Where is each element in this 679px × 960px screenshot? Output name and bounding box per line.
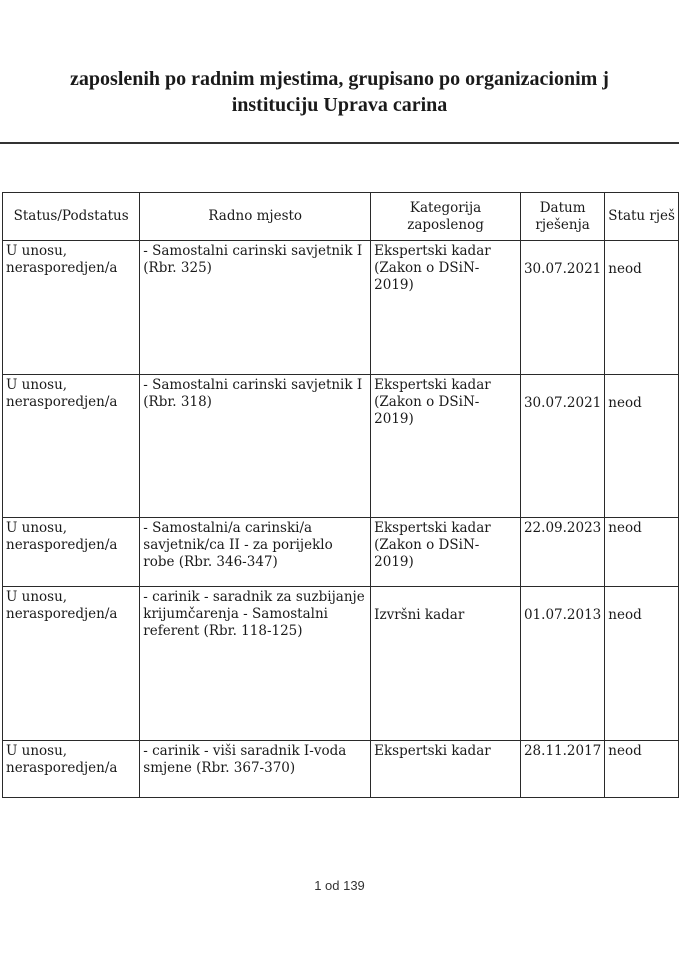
cell-datum: 22.09.2023 <box>520 518 604 587</box>
table-header-row <box>3 193 679 241</box>
cell-kategorija: Ekspertski kadar (Zakon o DSiN-2019) <box>371 518 521 587</box>
document-title <box>0 66 679 118</box>
cell-kategorija: Ekspertski kadar <box>371 741 521 798</box>
title-line-1: zaposlenih po radnim mjestima, grupisano po organizacionim j <box>70 68 609 90</box>
cell-datum: 30.07.2021 <box>520 375 604 518</box>
cell-radno-mjesto: - carinik - saradnik za suzbijanje krijumčarenja - Samostalni referent (Rbr. 118-125) <box>140 587 371 741</box>
cell-radno-mjesto: - Samostalni/a carinski/a savjetnik/ca II - za porijeklo robe (Rbr. 346-347) <box>140 518 371 587</box>
cell-datum: 01.07.2013 <box>520 587 604 741</box>
cell-status: U unosu, nerasporedjen/a <box>3 518 140 587</box>
horizontal-divider <box>0 142 679 144</box>
table-row <box>3 587 679 741</box>
employees-table <box>2 192 679 798</box>
cell-status: U unosu, nerasporedjen/a <box>3 241 140 375</box>
table-row <box>3 518 679 587</box>
header-status: Status/Podstatus <box>3 193 140 241</box>
header-status-rjesenja: Statu rješ <box>605 193 679 241</box>
cell-status-rjesenja: neod <box>605 741 679 798</box>
header-radno-mjesto: Radno mjesto <box>140 193 371 241</box>
cell-status-rjesenja: neod <box>605 375 679 518</box>
cell-kategorija: Ekspertski kadar (Zakon o DSiN-2019) <box>371 375 521 518</box>
table-row <box>3 241 679 375</box>
cell-kategorija: Ekspertski kadar (Zakon o DSiN-2019) <box>371 241 521 375</box>
header-kategorija: Kategorija zaposlenog <box>371 193 521 241</box>
title-line-2: instituciju Uprava carina <box>231 94 448 116</box>
cell-status-rjesenja: neod <box>605 518 679 587</box>
cell-status: U unosu, nerasporedjen/a <box>3 375 140 518</box>
cell-kategorija: Izvršni kadar <box>371 587 521 741</box>
header-datum: Datum rješenja <box>520 193 604 241</box>
cell-datum: 28.11.2017 <box>520 741 604 798</box>
cell-status: U unosu, nerasporedjen/a <box>3 587 140 741</box>
table-row <box>3 375 679 518</box>
cell-radno-mjesto: - carinik - viši saradnik I-voda smjene (Rbr. 367-370) <box>140 741 371 798</box>
cell-radno-mjesto: - Samostalni carinski savjetnik I (Rbr. 325) <box>140 241 371 375</box>
cell-status-rjesenja: neod <box>605 241 679 375</box>
cell-status: U unosu, nerasporedjen/a <box>3 741 140 798</box>
cell-status-rjesenja: neod <box>605 587 679 741</box>
page-indicator: 1 od 139 <box>314 878 365 893</box>
cell-datum: 30.07.2021 <box>520 241 604 375</box>
table-row <box>3 741 679 798</box>
cell-radno-mjesto: - Samostalni carinski savjetnik I (Rbr. 318) <box>140 375 371 518</box>
